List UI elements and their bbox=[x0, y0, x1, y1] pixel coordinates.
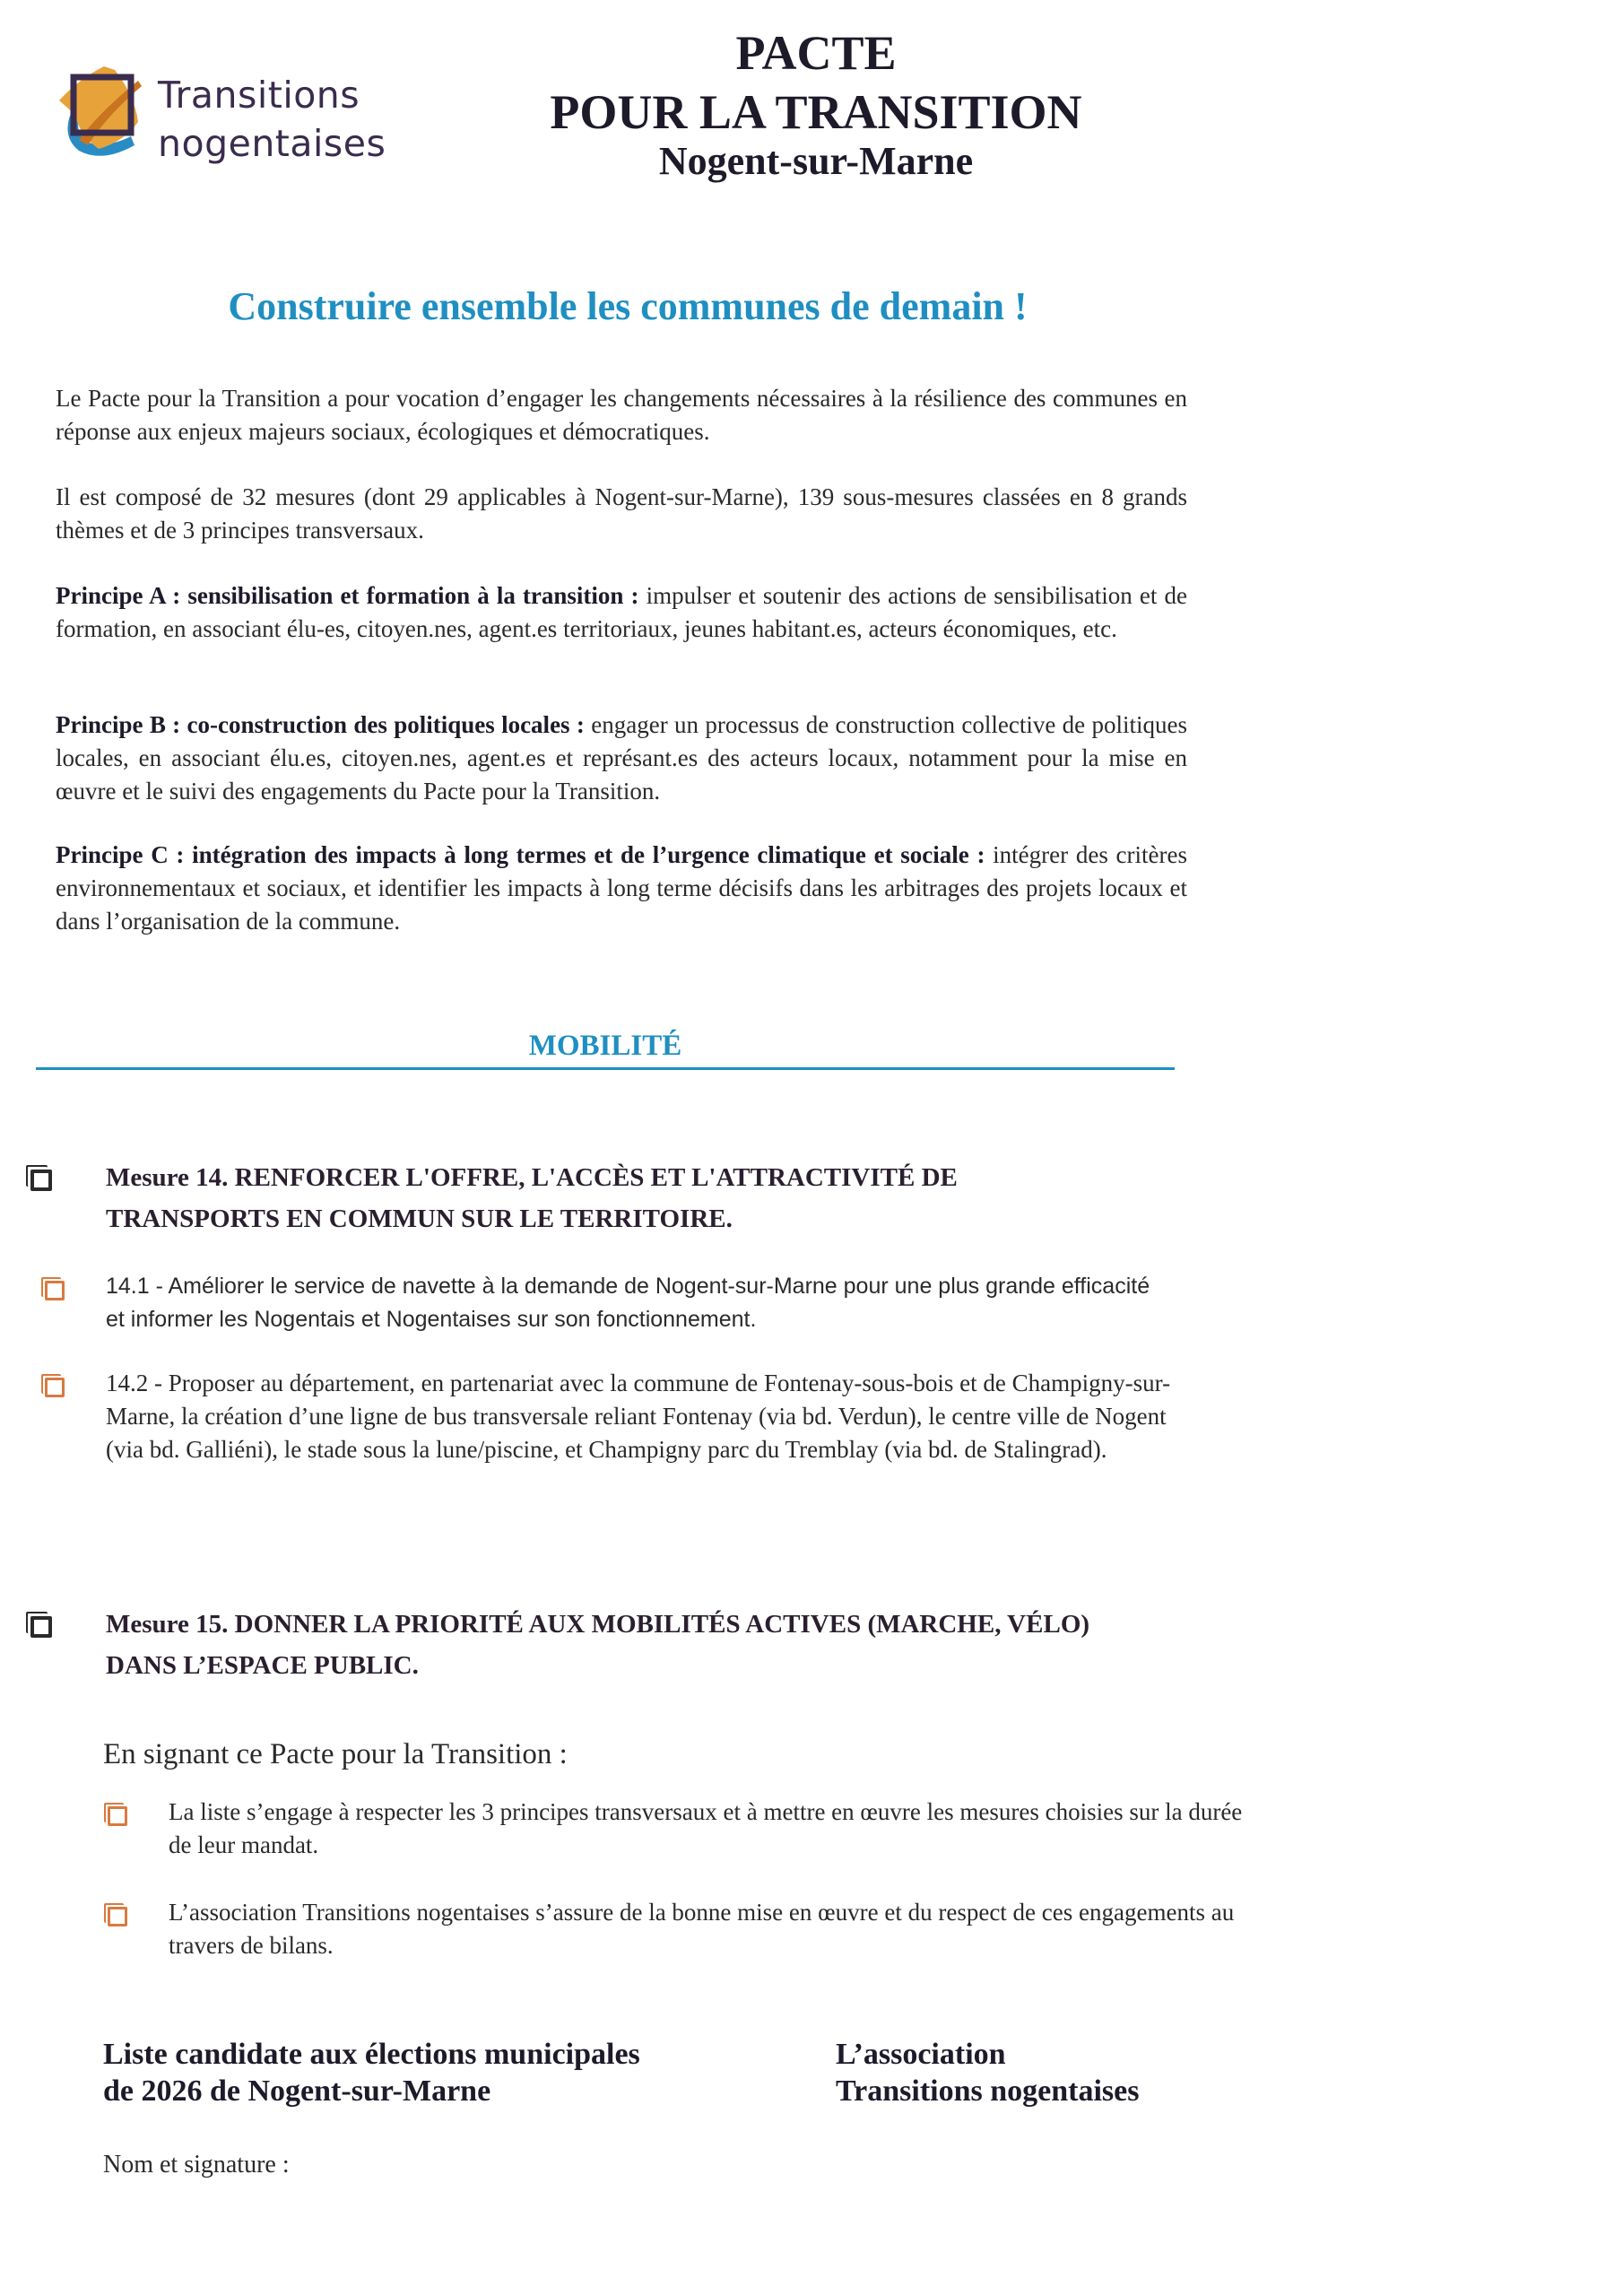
association-heading-line2: Transitions nogentaises bbox=[836, 2074, 1140, 2108]
mesure-15-title: Mesure 15. DONNER LA PRIORITÉ AUX MOBILITÉS ACTIVES (MARCHE, VÉLO) DANS L’ESPACE PUBLIC. bbox=[106, 1610, 1090, 1680]
logo-text-line2: nogentaises bbox=[158, 122, 386, 165]
signing-item-1: La liste s’engage à respecter les 3 principes transversaux et à mettre en œuvre les mesures choisies sur la durée de leur mandat. bbox=[169, 1798, 1243, 1858]
principle-a-label: Principe A : sensibilisation et formation à la transition : bbox=[56, 582, 639, 609]
signing-item-2: L’association Transitions nogentaises s’assure de la bonne mise en œuvre et du respect de ces engagements au travers de bilans. bbox=[169, 1899, 1235, 1959]
mesure-14-title: Mesure 14. RENFORCER L'OFFRE, L'ACCÈS ET L'ATTRACTIVITÉ DE TRANSPORTS EN COMMUN SUR LE TERRITOIRE. bbox=[106, 1163, 958, 1233]
signing-item-1-checkbox[interactable] bbox=[108, 1806, 127, 1826]
item-14-1: 14.1 - Améliorer le service de navette à la demande de Nogent-sur-Marne pour une plus grande efficacité et informer les Nogentais et Nogentaises sur son fonctionnement. bbox=[106, 1274, 1150, 1332]
logo bbox=[52, 56, 429, 172]
principle-a bbox=[56, 579, 1187, 646]
principle-c bbox=[56, 839, 1187, 938]
page-title: PACTE bbox=[735, 26, 897, 80]
name-signature-label: Nom et signature : bbox=[103, 2151, 290, 2179]
association-heading bbox=[836, 2036, 1139, 2109]
principle-c-label: Principe C : intégration des impacts à long termes et de l’urgence climatique et sociale : bbox=[56, 841, 985, 868]
logo-text-line1: Transitions bbox=[158, 74, 360, 117]
candidate-list-heading bbox=[103, 2036, 640, 2109]
signing-intro: En signant ce Pacte pour la Transition : bbox=[103, 1738, 568, 1770]
item-14-2-checkbox[interactable] bbox=[45, 1378, 65, 1397]
candidate-list-heading-line2: de 2026 de Nogent-sur-Marne bbox=[103, 2074, 491, 2108]
logo-mark-icon bbox=[52, 59, 160, 167]
candidate-list-heading-line1: Liste candidate aux élections municipales bbox=[103, 2038, 640, 2071]
item-14-1-checkbox[interactable] bbox=[45, 1281, 65, 1300]
principle-c-text: intégrer des critères environnementaux et sociaux, et identifier les impacts à long terme décisifs dans les arbitrages des projets locaux et dans l’organisation de la commune. bbox=[56, 841, 1187, 935]
item-14-2: 14.2 - Proposer au département, en partenariat avec la commune de Fontenay-sous-bois et de Champigny-sur-Marne, la création d’une ligne de bus transversale reliant Fontenay (via bd. Verdun), le centre ville de Nogent (via bd. Galliéni), le stade sous la lune/piscine, et Champigny parc du Tremblay (via bd. de Stalingrad). bbox=[106, 1370, 1171, 1463]
page-title-line2: POUR LA TRANSITION bbox=[550, 85, 1082, 139]
mesure-14-checkbox[interactable] bbox=[30, 1170, 52, 1191]
tagline: Construire ensemble les communes de demain ! bbox=[228, 284, 1028, 328]
principle-a-text: impulser et soutenir des actions de sensibilisation et de formation, en associant élu-es, citoyen.nes, agent.es territoriaux, jeunes habitant.es, acteurs économiques, etc. bbox=[56, 582, 1187, 642]
principle-b-text: engager un processus de construction collective de politiques locales, en associant élu.es, citoyen.nes, agent.es et représant.es des acteurs locaux, notamment pour la mise en œuvre et le suivi des engagements du Pacte pour la Transition. bbox=[56, 711, 1187, 804]
principle-b bbox=[56, 709, 1187, 808]
section-divider bbox=[36, 1067, 1175, 1070]
signing-item-2-checkbox[interactable] bbox=[108, 1907, 127, 1926]
association-heading-line1: L’association bbox=[836, 2038, 1006, 2071]
section-title: MOBILITÉ bbox=[528, 1030, 682, 1062]
page-subtitle-city: Nogent-sur-Marne bbox=[658, 139, 974, 183]
composition-paragraph: Il est composé de 32 mesures (dont 29 applicables à Nogent-sur-Marne), 139 sous-mesures classées en 8 grands thèmes et de 3 principes transversaux. bbox=[56, 483, 1187, 544]
mesure-15-checkbox[interactable] bbox=[30, 1616, 52, 1638]
principle-b-label: Principe B : co-construction des politiques locales : bbox=[56, 711, 585, 738]
intro-paragraph: Le Pacte pour la Transition a pour vocation d’engager les changements nécessaires à la résilience des communes en réponse aux enjeux majeurs sociaux, écologiques et démocratiques. bbox=[56, 385, 1187, 445]
